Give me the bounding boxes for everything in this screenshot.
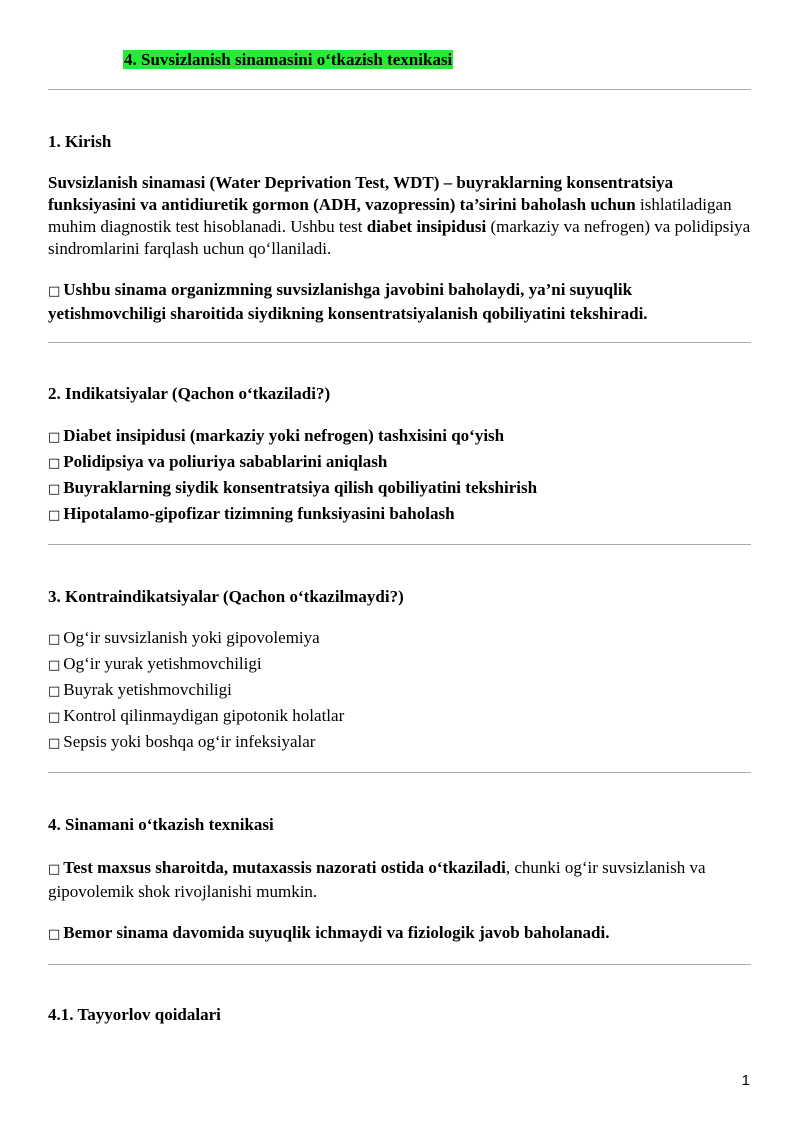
list-item: □ Polidipsiya va poliuriya sabablarini aniqlash	[48, 452, 388, 471]
list-item: □ Og‘ir suvsizlanish yoki gipovolemiya	[48, 628, 320, 647]
bullet-icon: □	[48, 284, 61, 299]
bullet-icon: □	[48, 710, 61, 725]
intro-bold-text: Suvsizlanish sinamasi (Water Deprivation Test, WDT) – buyraklarning konsentratsiya funksiyasini va antidiuretik gormon (ADH, vazopressin) ta’sirini baholash uchun	[48, 173, 674, 214]
technique-note-text: Bemor sinama davomida suyuqlik ichmaydi va fiziologik javob baholanadi.	[63, 923, 610, 942]
section-heading-contraindications: 3. Kontraindikatsiyalar (Qachon o‘tkazilmaydi?)	[48, 587, 404, 606]
intro-text-1: ishlatiladigan muhim diagnostik test hisoblanadi. Ushbu test	[48, 195, 732, 236]
intro-text-2: (markaziy va nefrogen) va polidipsiya sindromlarini farqlash uchun qo‘llaniladi.	[48, 217, 751, 258]
intro-note-text: Ushbu sinama organizmning suvsizlanishga javobini baholaydi, ya’ni suyuqlik yetishmovchiligi sharoitida siydikning konsentratsiyalanish qobiliyatini tekshiradi.	[48, 280, 648, 323]
divider	[48, 342, 751, 343]
bullet-icon: □	[48, 456, 61, 471]
bullet-icon: □	[48, 632, 61, 647]
list-item: □ Kontrol qilinmaydigan gipotonik holatlar	[48, 706, 345, 725]
intro-bold-term: diabet insipidusi	[366, 217, 487, 236]
intro-paragraph	[48, 172, 752, 260]
page-number: 1	[741, 1072, 750, 1089]
divider	[48, 89, 751, 90]
technique-text: , chunki og‘ir suvsizlanish va gipovolemik shok rivojlanishi mumkin.	[48, 858, 706, 901]
bullet-icon: □	[48, 658, 61, 673]
section-heading-technique: 4. Sinamani o‘tkazish texnikasi	[48, 815, 274, 834]
bullet-icon: □	[48, 482, 61, 497]
bullet-icon: □	[48, 508, 61, 523]
technique-paragraph	[48, 857, 752, 903]
divider	[48, 544, 751, 545]
list-item: □ Hipotalamo-gipofizar tizimning funksiyasini baholash	[48, 504, 455, 523]
bullet-icon: □	[48, 684, 61, 699]
list-item: □ Buyrak yetishmovchiligi	[48, 680, 232, 699]
section-heading-preparation: 4.1. Tayyorlov qoidalari	[48, 1005, 221, 1024]
intro-note-paragraph	[48, 279, 752, 325]
indications-list	[48, 423, 752, 527]
divider	[48, 772, 751, 773]
section-heading-indications: 2. Indikatsiyalar (Qachon o‘tkaziladi?)	[48, 384, 331, 403]
document-title: 4. Suvsizlanish sinamasini o‘tkazish texnikasi	[124, 50, 453, 69]
bullet-icon: □	[48, 927, 61, 942]
technique-note-paragraph	[48, 922, 752, 946]
bullet-icon: □	[48, 430, 61, 445]
divider	[48, 964, 751, 965]
list-item: □ Og‘ir yurak yetishmovchiligi	[48, 654, 262, 673]
bullet-icon: □	[48, 862, 61, 877]
contraindications-list	[48, 625, 752, 755]
section-heading-intro: 1. Kirish	[48, 132, 112, 151]
list-item: □ Sepsis yoki boshqa og‘ir infeksiyalar	[48, 732, 316, 751]
title-block	[123, 49, 453, 71]
technique-bold-text: Test maxsus sharoitda, mutaxassis nazorati ostida o‘tkaziladi	[63, 858, 506, 877]
list-item: □ Diabet insipidusi (markaziy yoki nefrogen) tashxisini qo‘yish	[48, 426, 505, 445]
bullet-icon: □	[48, 736, 61, 751]
list-item: □ Buyraklarning siydik konsentratsiya qilish qobiliyatini tekshirish	[48, 478, 538, 497]
